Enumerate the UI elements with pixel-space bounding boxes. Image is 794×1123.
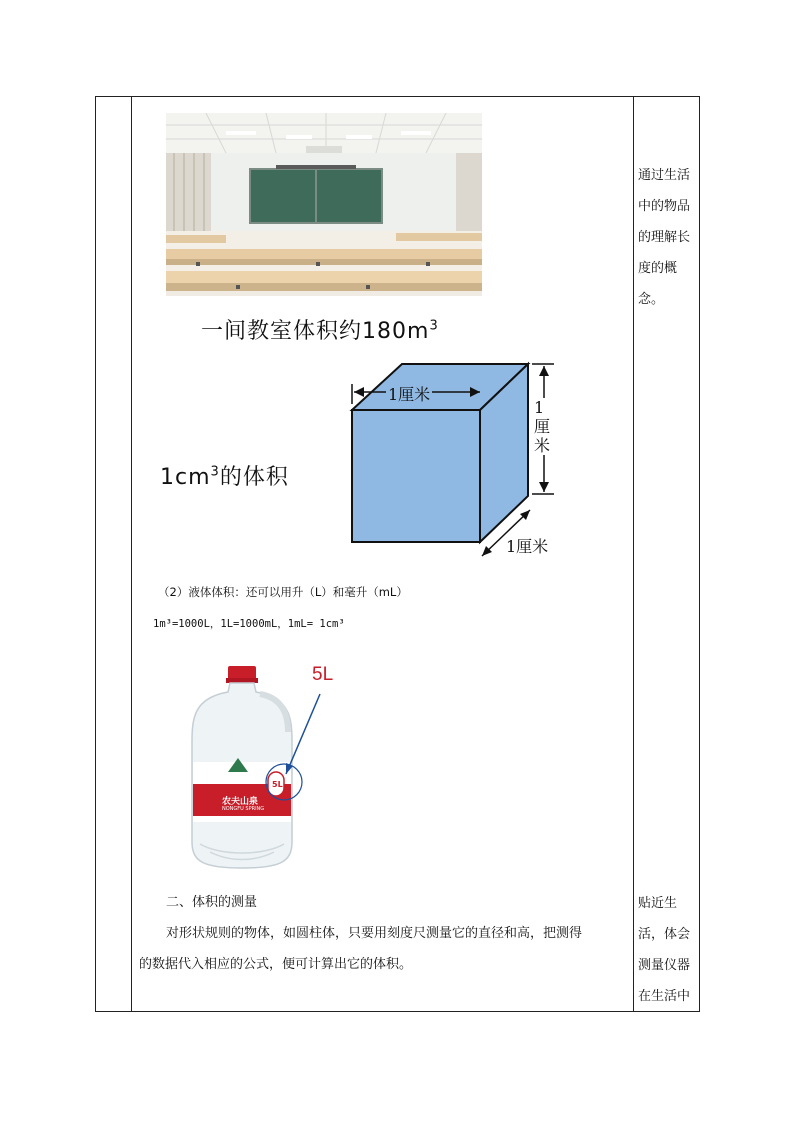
column-divider-right [633,97,634,1011]
note2-line: 贴近生 [638,896,678,911]
cube-diagram [340,356,570,562]
cube-right-dim-label: 1厘米 [534,398,551,455]
note1-line: 度的概 [638,261,678,276]
classroom-caption: 一间教室体积约$180m^3$ [201,318,439,344]
side-note-1 [638,160,694,315]
section2-paragraph-line2: 的数据代入相应的公式，便可计算出它的体积。 [139,957,413,972]
side-note-2 [638,888,694,1012]
bottle-brand-en: NONGFU SPRING [222,806,265,812]
cube-front-face [352,410,480,542]
column-divider-left [131,97,132,1011]
liquid-volume-formula: 1m³=1000L，1L=1000mL，1mL= 1cm³ [153,618,345,630]
cube-depth-dim-label: 1厘米 [506,537,549,556]
section2-title: 二、体积的测量 [166,895,258,910]
note2-line: 活，体会 [638,927,691,942]
liquid-volume-heading: （2）液体体积：还可以用升（L）和毫升（mL） [158,585,408,599]
note1-line: 念。 [638,292,665,307]
callout-arrow [278,690,328,780]
note2-line: 测量仪器 [638,958,691,973]
note1-line: 的理解长 [638,230,691,245]
bottle-callout-label: 5L [312,664,334,685]
cube-caption: $1cm^3$的体积 [160,464,289,490]
note1-line: 通过生活 [638,168,691,183]
note1-line: 中的物品 [638,199,691,214]
bottle-volume-tag: 5L [272,780,283,789]
bottle-brand: 农夫山泉 [222,797,259,807]
note2-line: 在生活中 [638,989,691,1004]
section2-paragraph-line1: 对形状规则的物体，如圆柱体，只要用刻度尺测量它的直径和高，把测得 [166,926,583,941]
classroom-photo [166,113,482,296]
cube-top-dim-label: 1厘米 [386,382,432,405]
